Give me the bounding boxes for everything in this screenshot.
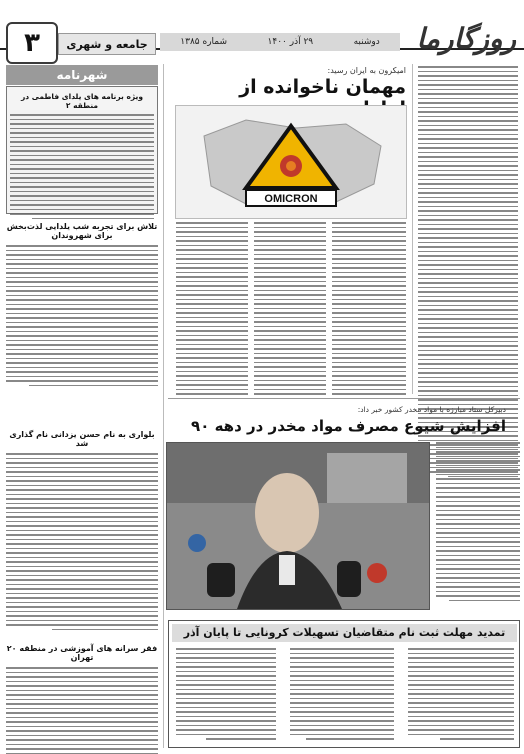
box-title: ویژه برنامه های یلدای فاطمی در منطقه ۲ — [20, 92, 144, 110]
speaker-photo-icon — [167, 443, 429, 609]
highlight-box — [6, 86, 158, 214]
bottom-col-1 — [408, 648, 514, 740]
date-text: ۲۹ آذر ۱۴۰۰ — [267, 37, 314, 47]
section-label: جامعه و شهری — [58, 33, 156, 55]
date-bar — [160, 33, 400, 51]
issue-text: شماره ۱۳۸۵ — [180, 37, 228, 47]
main-kicker: امیکرون به ایران رسید: — [327, 66, 406, 75]
bottom-headline: تمدید مهلت ثبت نام متقاضیان تسهیلات کرونایی تا پایان آذر — [172, 624, 517, 642]
story-divider — [168, 398, 520, 399]
article-3 — [6, 430, 158, 630]
second-kicker: دبیرکل ستاد مبارزه با مواد مخدر کشور خبر داد: — [357, 405, 506, 414]
article-2-title: تلاش برای تجربه شب یلدایی لذت‌بخش برای شهروندان — [6, 222, 158, 240]
bottom-col-3 — [176, 648, 276, 740]
second-headline: افزایش شیوع مصرف مواد مخدر در دهه ۹۰ — [191, 417, 506, 435]
article-4-title: فقر سرانه های آموزشی در منطقه ۲۰ تهران — [6, 644, 158, 662]
article-2 — [6, 222, 158, 386]
second-col-a — [436, 442, 520, 601]
box-body — [10, 114, 154, 219]
main-col-3 — [176, 222, 248, 399]
iran-map-warning-icon — [176, 106, 406, 218]
right-col-text — [418, 66, 518, 477]
main-col-2 — [254, 222, 326, 399]
official-photo — [166, 442, 430, 610]
column-divider — [412, 64, 413, 394]
omicron-image — [175, 105, 407, 219]
omicron-label: OMICRON — [264, 193, 318, 205]
day-text: دوشنبه — [353, 37, 380, 47]
main-headline: مهمان ناخوانده از — [239, 76, 406, 98]
article-4 — [6, 644, 158, 754]
column-divider — [163, 64, 164, 748]
bottom-col-2 — [290, 648, 394, 740]
main-col-1 — [332, 222, 406, 399]
section-heading: شهرنامه — [6, 65, 158, 85]
article-3-title: بلواری به نام حسن یزدانی نام گذاری شد — [9, 430, 155, 448]
newspaper-logo: روزگارما — [416, 22, 516, 55]
page-number: ۳ — [6, 22, 58, 64]
